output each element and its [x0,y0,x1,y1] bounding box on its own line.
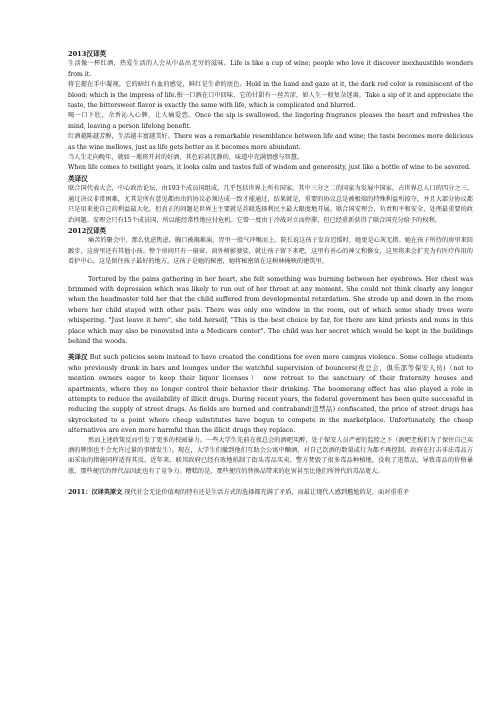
section-heading-2013-en-zh: 英译汉 [68,174,88,183]
paragraph-2012-en-zh-translation: 然而上述政策反而引发了更多的校园暴力。一些大学生先前在夜总会的酒吧买醉，处于保安人员严密的监控之下（酒吧老板们为了保住自己卖酒的牌照也不会允许过量的事情发生）。现在，大学生们撤到他们互助会公寓中酗酒，对自己饮酒的数量或行为都不再控制。政府在打击非法毒品方面采取的措施同样适得其反。近年来，联邦政府已经有效地掐制了街头毒品买卖。警方焚毁了很多毒品种植地，没收了违禁品，导致毒品的价格暴涨，那些便宜的替代品因此也有了竞争力。糟糕的是，那些便宜的替换品带来的危害甚至比他们所替代的毒品更大。 [68,436,473,475]
paragraph-2013-wine-4: 红酒越陈越芳醇，生活越丰富越美好。There was a remarkable resemblance between life and wine; the taste becomes more delicious as the wine mellows, just as life gets better as it becomes more abundant. [68,133,473,151]
text-en-zh-source: But such policies seem instead to have created the conditions for even more campus violence. Some college students who previously drank in bars and lounges under the watchful supervision of bouncers(夜总会，俱乐部等保安人员)（not to mention owners eager to keep their liquor licenses） now retreat to the sanctuary of their fraternity houses and apartments, where they no longer control their behavior their drinking. The boomerang effect has also played a role in attempts to reduce the availability of illicit drugs. During recent years, the federal government has been quite successful in reducing the supply of street drugs. As fields are burned and contraband(违禁品) confiscated, the price of street drugs has skyrocketed to a point where cheap substitutes have begun to compete in the marketplace. Unfortunately, the cheap alternatives are even more harmful than the illicit drugs they replace. [68,353,473,435]
paragraph-2013-un-translation: 联合国代表大会，中心政治论坛，由193个成员国组成，几乎包括世界上所有国家。其中三分之二的国家为发展中国家，占世界总人口的四分之三。通过决议非常困难，尤其是所有意见都由出的协议必须达成一致才能通过，结果就是，重要的协议总是被极端的特殊利益所掠夺，并且大部分协议都只是用来使自己的利益最大化，但真正的问题是世界上主要就是苏联选择利民主最大限度地开展。联合国安理会，负责和平和安全，处理最重要的政治问题。安理会只有15个成员国，所以能经常性地应付危机。它曾一度由于冷战对立而停滞，但已经重新获得了联合国充分给予的权利。 [68,185,473,224]
text-2011-source: 现代社会无论价值观的特有还是生活方式的选择都充满了矛盾，而最让现代人感到尴尬的是，面对重重矛 [124,489,409,497]
paragraph-2013-wine-3: 喝一口下肚，余香沁入心脾，让人痛爱恋。Once the sip is swallowed, the lingering fragrance pleases the heart and refreshes the mind, leaving a person lifelong benefit. [68,112,473,130]
paragraph-2012-chinese-source: 痛苦的聚会中，那么忧虑焦虑，胸口被揭难演，胃里一股气冲喉而上。院长说这孩子发育迟缓时，她更是心灰无措。她在孩子所待的房里来回踱步，这房里还有其他小孩。整个房间只有一扇窗，窗外树影婆娑，就让孩子留下来吧，这里有善心的神父和修女，这里将来会扩充为有医疗作用的看护中心，这是留住孩子最好的地方。这孩子是她的秘密，她将秘密留在这树林掩映的建筑里。 [68,237,473,266]
paragraph-2013-wine-6: When life comes to twilight years, it looks calm and tastes full of wisdom and generosity, just like a bottle of wine to be savored. [68,164,471,172]
paragraph-2013-wine-2: 将它握在手中凝视，它的暗红有血的感觉，鲜红是生命的底色。Hold in the hand and gaze at it, the dark red color is reminiscent of the blood; which is the impress of life.抿一口酒在口中回味，它的甘甜有一丝苦涩，如人生一般复杂迷离。Take a sip of it and appreciate the taste, the bittersweet flavor is exactly the same with life, which is complicated and blurred. [68,81,473,110]
paragraph-2011-source [68,488,473,498]
paragraph-2012-english-translation: Tortured by the pains gathering in her heart, she felt something was burning between her eyebrows. Her chest was brimmed with depression which was likely to run out of her throat at any moment. She could not think clearly any longer when the headmaster told her that the child suffered from developmental retardation. She strode up and down in the room where her child stayed with other pals. There was only one window in the room, out of which some shady trees were whispering. "Just leave it here", she told herself, "This is the best choice by far, for there are kind priests and nuns in this place which may also be renovated into a Medicare center". The child was her secret which would be kept in the buildings behind the woods. [68,274,473,345]
paragraph-2012-en-zh-source [68,352,473,435]
label-en-zh: 英译汉 [68,353,88,362]
paragraph-2013-wine-1: 生活像一杯红酒，热爱生活的人会从中品出无穷的滋味。Life is like a cup of wine; people who love it discover inexhaustible wonders from it. [68,60,473,78]
paragraph-2013-wine-5: 当人生走向晚年，就如一瓶将开封的好酒，其色彩甚沉静的，味道中充满情感与智慧。 [68,154,304,162]
label-2011: 2011：汉译英原文 [68,489,123,497]
section-heading-2012: 2012汉译英 [68,226,107,235]
section-heading-2013: 2013汉译英 [68,50,107,58]
document-page [68,49,473,499]
